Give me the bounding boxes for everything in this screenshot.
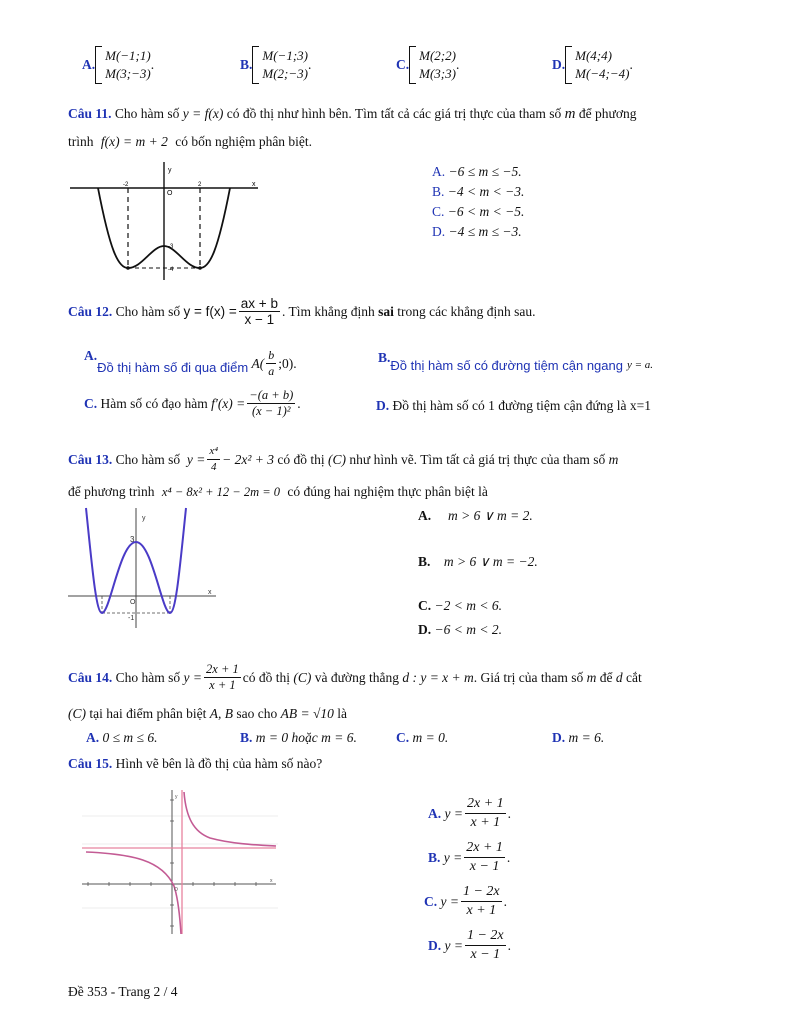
svg-text:2: 2 xyxy=(198,182,202,188)
q13-graph xyxy=(66,506,220,630)
svg-text:3: 3 xyxy=(130,535,135,544)
q12-title: Câu 12. xyxy=(68,303,113,319)
q14-stem-line1: Câu 14. Cho hàm số y = $\frac{2x + 1}{x + 1}$ có đồ thị (C) và đường thẳng d : y = x + m . Giá trị của tham số m để d cắt xyxy=(68,662,642,692)
q10-option-d: D. M(4;4) M(−4;−4) . xyxy=(552,46,633,84)
svg-text:-4: -4 xyxy=(168,267,174,273)
q11-title: Câu 11. xyxy=(68,106,112,121)
svg-text:O: O xyxy=(167,190,173,197)
q13-option-b: B. m > 6 ∨ m = −2. xyxy=(418,554,538,569)
page-footer: Đề 353 - Trang 2 / 4 xyxy=(68,984,178,999)
q13-option-d: D. −6 < m < 2. xyxy=(418,622,502,637)
q12-option-a: A. Đồ thị hàm số đi qua điểm A( $\frac{b}{a}$ ;0). xyxy=(84,348,297,378)
svg-text:-1: -1 xyxy=(128,615,135,622)
q13-title: Câu 13. xyxy=(68,451,113,467)
q10-option-a: A. M(−1;1) M(3;−3) . xyxy=(82,46,154,84)
q15-option-a: A. y = $\frac{2x + 1}{x + 1}$ . xyxy=(428,796,512,830)
svg-text:O: O xyxy=(174,887,178,893)
q11-graph xyxy=(68,160,268,284)
q14-title: Câu 14. xyxy=(68,669,113,685)
q11-stem-line1: Câu 11. Cho hàm số y = f(x) có đồ thị như hình bên. Tìm tất cả các giá trị thực của tham số m để phương xyxy=(68,106,637,122)
svg-text:-3: -3 xyxy=(168,244,174,250)
q14-option-d: D. m = 6. xyxy=(552,730,605,745)
q10-a-label: A. xyxy=(82,57,96,72)
q11-option-d: D. −4 ≤ m ≤ −3. xyxy=(432,224,522,239)
q15-option-b: B. y = $\frac{2x + 1}{x - 1}$ . xyxy=(428,840,511,874)
q15-stem: Câu 15. Hình vẽ bên là đồ thị của hàm số nào? xyxy=(68,756,323,771)
q11-stem-line2: trình f(x) = m + 2 có bốn nghiệm phân biệt. xyxy=(68,134,313,149)
q13-stem-line1: Câu 13. Cho hàm số y = $\frac{\text{x⁴}}{4}$ − 2x² + 3 có đồ thị (C) như hình vẽ. Tìm tất cả giá trị thực của tham số m xyxy=(68,445,619,473)
q15-option-d: D. y = $\frac{1 - 2x}{x - 1}$ . xyxy=(428,928,512,962)
svg-text:x: x xyxy=(270,878,273,884)
q11-option-a: A. −6 ≤ m ≤ −5. xyxy=(432,164,522,179)
svg-text:O: O xyxy=(130,599,136,606)
q11-options xyxy=(432,162,524,242)
svg-text:-2: -2 xyxy=(123,182,129,188)
q12-option-c: C. Hàm số có đạo hàm f′(x) = $\frac{-(a + b)}{\text{(x − 1)²}}$ . xyxy=(84,388,301,418)
q15-right-branch xyxy=(184,792,276,846)
q15-graph xyxy=(82,788,278,936)
q14-stem-line2: (C) tại hai điểm phân biệt A, B sao cho AB = √10 là xyxy=(68,706,347,721)
q10-option-b: B. M(−1;3) M(2;−3) . xyxy=(240,46,311,84)
q13-option-c: C. −2 < m < 6. xyxy=(418,598,502,613)
q12-option-b: B. Đồ thị hàm số có đường tiệm cận ngang y = a. xyxy=(378,350,654,373)
q11-option-c: C. −6 < m < −5. xyxy=(432,204,525,219)
q13-option-a: A. m > 6 ∨ m = 2. xyxy=(418,508,533,523)
q11-option-b: B. −4 < m < −3. xyxy=(432,184,525,199)
q12-stem: Câu 12. Cho hàm số y = f(x) = $\frac{ax + b}{x - 1}$ . Tìm khẳng định sai trong các khẳng định sau. xyxy=(68,296,536,327)
q15-left-branch xyxy=(86,852,181,934)
q14-option-b: B. m = 0 hoặc m = 6. xyxy=(240,730,357,745)
svg-text:y: y xyxy=(142,515,146,522)
svg-text:x: x xyxy=(252,181,256,188)
svg-text:y: y xyxy=(168,167,172,174)
q15-option-c: C. y = $\frac{1 - 2x}{x + 1}$ . xyxy=(424,884,508,918)
q13-stem-line2: để phương trình x⁴ − 8x² + 12 − 2m = 0 có đúng hai nghiệm thực phân biệt là xyxy=(68,484,488,499)
q10-option-c: C. M(2;2) M(3;3) . xyxy=(396,46,459,84)
q14-option-a: A. 0 ≤ m ≤ 6. xyxy=(86,730,158,745)
q14-option-c: C. m = 0. xyxy=(396,730,449,745)
svg-text:x: x xyxy=(208,589,212,596)
q15-title: Câu 15. xyxy=(68,756,113,771)
svg-text:y: y xyxy=(175,794,178,800)
q12-option-d: D. Đồ thị hàm số có 1 đường tiệm cận đứng là x=1 xyxy=(376,398,651,413)
